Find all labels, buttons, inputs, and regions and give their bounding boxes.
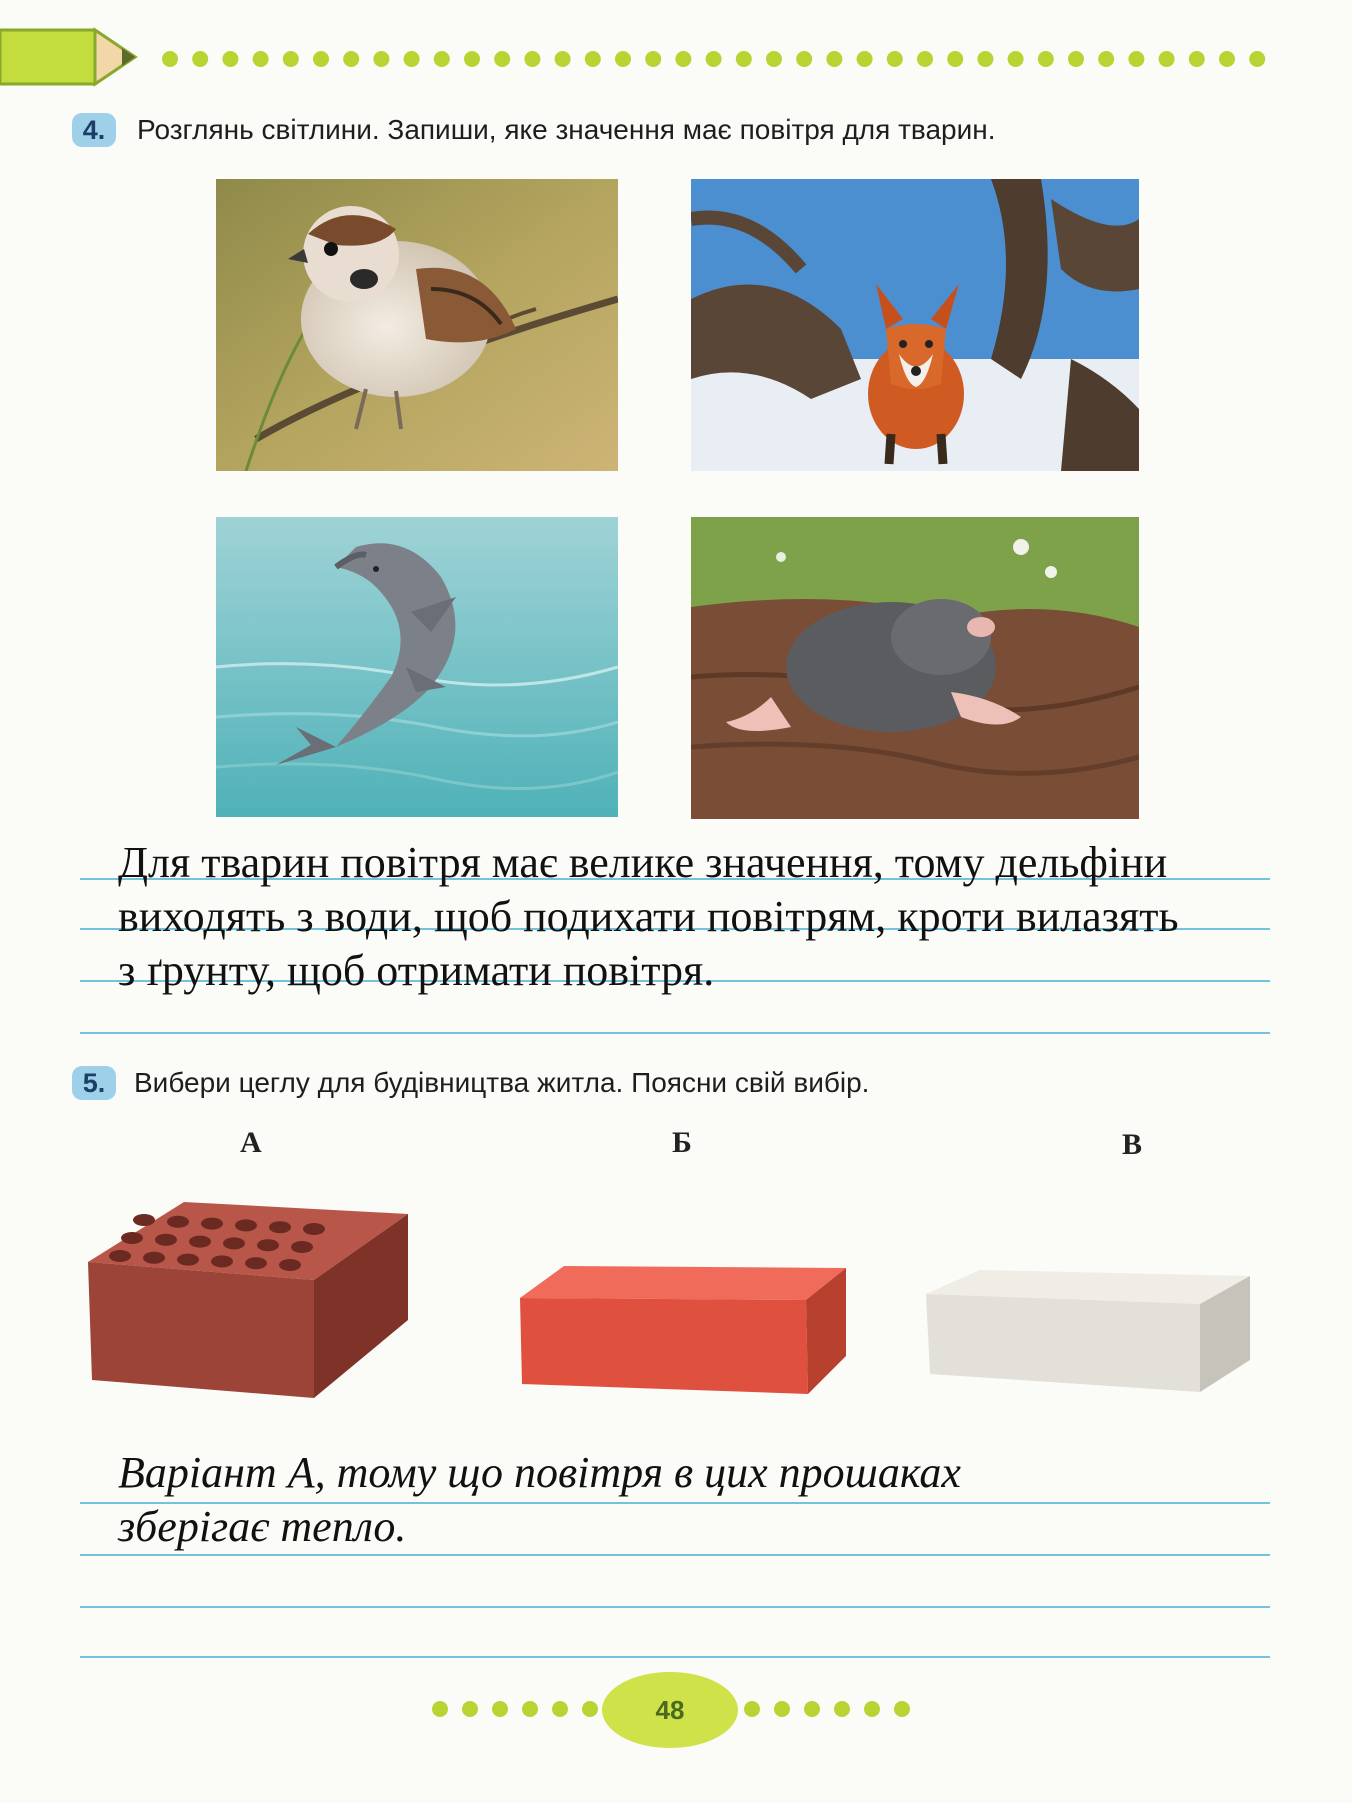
- decor-dot: [313, 51, 329, 67]
- solid-red-brick-image: [516, 1258, 850, 1396]
- hollow-brick-image: [84, 1190, 414, 1400]
- mole-photo: [691, 517, 1139, 819]
- brick-hole: [235, 1219, 257, 1231]
- decor-dot: [804, 1701, 820, 1717]
- decor-dot: [675, 51, 691, 67]
- brick-label-a: А: [240, 1126, 262, 1159]
- brick-hole: [121, 1232, 143, 1244]
- decor-dot: [834, 1701, 850, 1717]
- pencil-icon: [0, 22, 140, 92]
- brick-hole: [167, 1216, 189, 1228]
- decor-dot: [857, 51, 873, 67]
- page-number-badge: [600, 1670, 740, 1750]
- task-4-answer-line-2: виходять з води, щоб подихати повітрям, кроти вилазять: [118, 892, 1179, 941]
- decor-dot: [1038, 51, 1054, 67]
- task-5-answer-line-1: Варіант А, тому що повітря в цих прошаках: [118, 1448, 961, 1497]
- decor-dot: [947, 51, 963, 67]
- brick-hole: [177, 1254, 199, 1266]
- decor-dot: [552, 1701, 568, 1717]
- brick-hole: [257, 1239, 279, 1251]
- decor-dot: [706, 51, 722, 67]
- dot-divider-bottom-left: [430, 1698, 600, 1720]
- fox-photo: [691, 179, 1139, 471]
- brick-hole: [223, 1237, 245, 1249]
- decor-dot: [222, 51, 238, 67]
- decor-dot: [343, 51, 359, 67]
- task-5-instruction: Вибери цеглу для будівництва житла. Поясни свій вибір.: [134, 1067, 870, 1098]
- decor-dot: [774, 1701, 790, 1717]
- decor-dot: [283, 51, 299, 67]
- decor-dot: [1128, 51, 1144, 67]
- decor-dot: [1008, 51, 1024, 67]
- decor-dot: [464, 51, 480, 67]
- decor-dot: [585, 51, 601, 67]
- brick-hole: [245, 1257, 267, 1269]
- decor-dot: [766, 51, 782, 67]
- decor-dot: [887, 51, 903, 67]
- decor-dot: [615, 51, 631, 67]
- brick-hole: [155, 1234, 177, 1246]
- dolphin-photo: [216, 517, 618, 817]
- task-4-answer-line-3: з ґрунту, щоб отримати повітря.: [118, 946, 715, 995]
- task-5-answer-line-2: зберігає тепло.: [118, 1502, 407, 1551]
- answer-line: [80, 1656, 1270, 1658]
- decor-dot: [432, 1701, 448, 1717]
- decor-dot: [373, 51, 389, 67]
- decor-dot: [1159, 51, 1175, 67]
- decor-dot: [1068, 51, 1084, 67]
- brick-hole: [303, 1223, 325, 1235]
- brick-label-c: В: [1122, 1128, 1143, 1161]
- decor-dot: [1189, 51, 1205, 67]
- decor-dot: [404, 51, 420, 67]
- brick-hole: [211, 1255, 233, 1267]
- decor-dot: [494, 51, 510, 67]
- decor-dot: [1219, 51, 1235, 67]
- decor-dot: [977, 51, 993, 67]
- decor-dot: [744, 1701, 760, 1717]
- answer-line: [80, 1554, 1270, 1556]
- brick-hole: [143, 1252, 165, 1264]
- decor-dot: [864, 1701, 880, 1717]
- decor-dot: [162, 51, 178, 67]
- answer-line: [80, 1032, 1270, 1034]
- brick-hole: [269, 1221, 291, 1233]
- brick-hole: [291, 1241, 313, 1253]
- task-4-answer-line-1: Для тварин повітря має велике значення, тому дельфіни: [118, 838, 1168, 887]
- brick-hole: [201, 1218, 223, 1230]
- decor-dot: [796, 51, 812, 67]
- brick-hole: [133, 1214, 155, 1226]
- decor-dot: [582, 1701, 598, 1717]
- decor-dot: [1249, 51, 1265, 67]
- dot-divider-bottom-right: [742, 1698, 912, 1720]
- answer-line: [80, 1606, 1270, 1608]
- sparrow-photo: [216, 179, 618, 471]
- decor-dot: [826, 51, 842, 67]
- decor-dot: [555, 51, 571, 67]
- decor-dot: [894, 1701, 910, 1717]
- task-5-number: 5.: [72, 1066, 116, 1100]
- decor-dot: [645, 51, 661, 67]
- decor-dot: [253, 51, 269, 67]
- brick-hole: [279, 1259, 301, 1271]
- decor-dot: [192, 51, 208, 67]
- white-brick-image: [924, 1264, 1254, 1394]
- decor-dot: [736, 51, 752, 67]
- page-number: 48: [655, 1695, 685, 1725]
- brick-label-b: Б: [672, 1126, 692, 1159]
- task-4-number: 4.: [72, 113, 116, 147]
- decor-dot: [917, 51, 933, 67]
- decor-dot: [492, 1701, 508, 1717]
- brick-hole: [109, 1250, 131, 1262]
- task-4-instruction: Розглянь світлини. Запиши, яке значення має повітря для тварин.: [137, 114, 996, 145]
- dot-divider-top: [160, 48, 1280, 70]
- decor-dot: [522, 1701, 538, 1717]
- brick-hole: [189, 1236, 211, 1248]
- decor-dot: [434, 51, 450, 67]
- decor-dot: [462, 1701, 478, 1717]
- decor-dot: [524, 51, 540, 67]
- decor-dot: [1098, 51, 1114, 67]
